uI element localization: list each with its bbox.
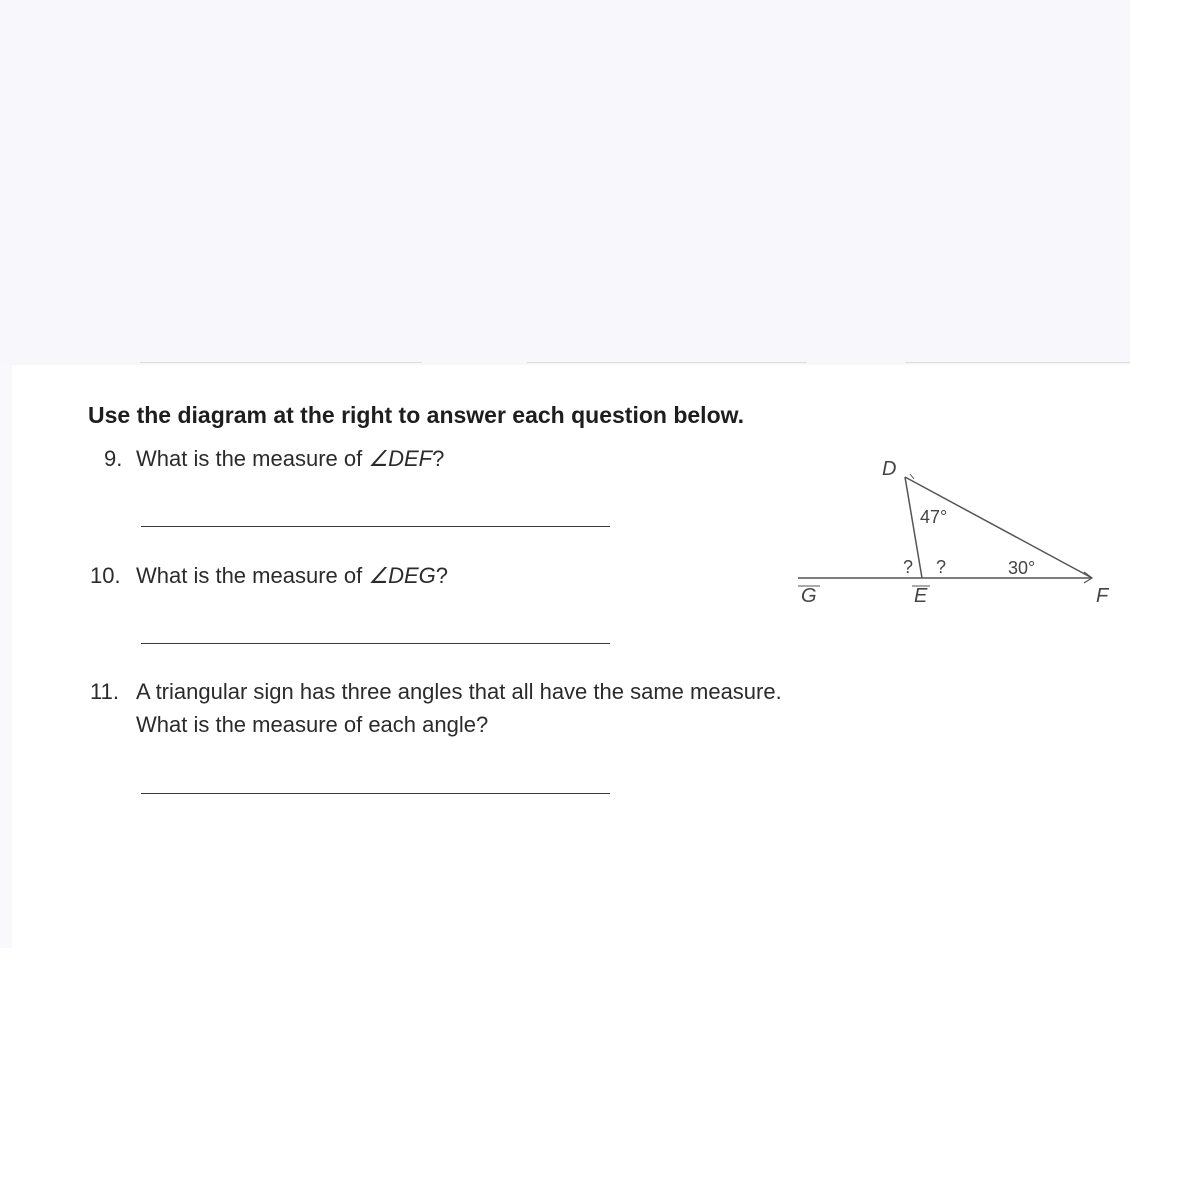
tick-d: [910, 474, 914, 479]
question-number: 11.: [90, 679, 119, 704]
question-text: What is the measure of: [136, 446, 369, 471]
angle-e-left-label: ?: [903, 557, 914, 577]
label-e: E: [914, 585, 928, 607]
label-d: D: [882, 458, 897, 480]
answer-line-9[interactable]: [141, 526, 610, 527]
question-number: 9.: [104, 446, 123, 471]
question-mark: ?: [432, 446, 445, 471]
question-9: [104, 446, 444, 472]
label-f: F: [1096, 585, 1109, 607]
left-edge-strip: [0, 365, 12, 948]
angle-symbol: ∠: [368, 563, 389, 588]
angle-f-label: 30°: [1008, 558, 1036, 578]
question-text: What is the measure of: [136, 563, 369, 588]
question-11: [90, 679, 782, 705]
angle-e-right-label: ?: [936, 557, 947, 577]
faint-rule-middle: [527, 362, 807, 363]
triangle-diagram: [790, 440, 1140, 620]
side-df: [905, 477, 1092, 578]
label-g: G: [801, 585, 817, 607]
question-10: [90, 563, 448, 589]
blank-top-area: [0, 0, 1130, 365]
answer-line-11[interactable]: [141, 793, 610, 794]
question-11-line-2: What is the measure of each angle?: [136, 712, 489, 737]
question-text-line-1: A triangular sign has three angles that all have the same measure.: [136, 679, 782, 704]
question-number: 10.: [90, 563, 121, 588]
instructions-heading: Use the diagram at the right to answer each question below.: [88, 402, 745, 428]
angle-name: DEG: [388, 563, 436, 588]
faint-rule-right: [905, 362, 1130, 363]
faint-rule-left: [140, 362, 422, 363]
answer-line-10[interactable]: [141, 643, 610, 644]
question-mark: ?: [435, 563, 448, 588]
angle-symbol: ∠: [368, 446, 389, 471]
angle-d-label: 47°: [920, 507, 948, 527]
angle-name: DEF: [388, 446, 433, 471]
